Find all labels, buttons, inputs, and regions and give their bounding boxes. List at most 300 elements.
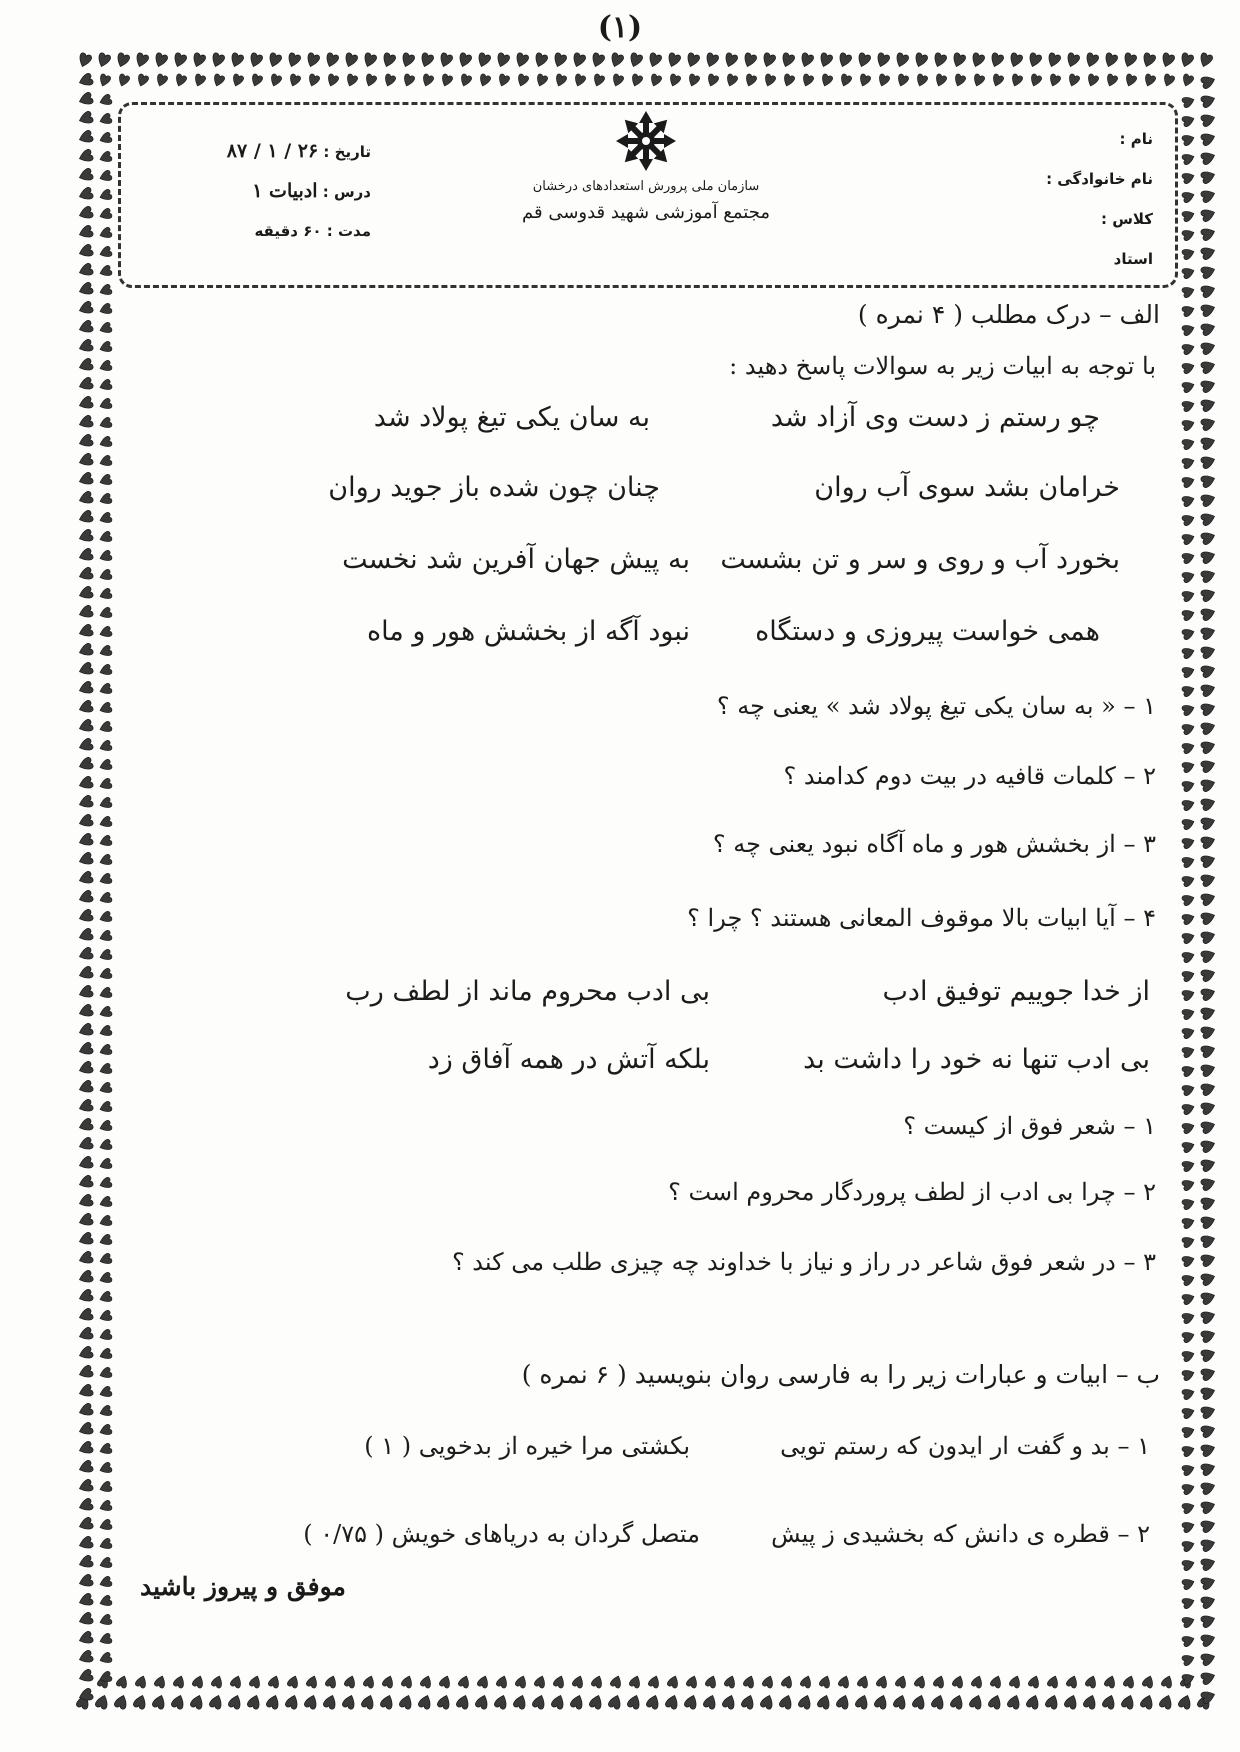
border-heart-icon xyxy=(684,1693,700,1709)
border-heart-icon xyxy=(1181,1178,1195,1192)
border-heart-icon xyxy=(212,73,226,87)
border-heart-icon xyxy=(77,491,93,507)
border-heart-icon xyxy=(1181,1520,1195,1534)
border-heart-icon xyxy=(876,1674,890,1688)
border-heart-icon xyxy=(704,52,720,68)
border-heart-icon xyxy=(286,52,302,68)
item-hemistich: ۲ – قطره ی دانش که بخشیدی ز پیش xyxy=(771,1520,1150,1548)
border-heart-icon xyxy=(401,1674,415,1688)
border-heart-icon xyxy=(77,643,93,659)
border-heart-icon xyxy=(1200,644,1216,660)
border-heart-icon xyxy=(1181,1634,1195,1648)
border-heart-icon xyxy=(77,320,93,336)
border-heart-icon xyxy=(649,73,663,87)
border-heart-icon xyxy=(762,1674,776,1688)
border-heart-icon xyxy=(724,1674,738,1688)
border-heart-icon xyxy=(98,626,112,640)
border-heart-icon xyxy=(98,816,112,830)
border-heart-icon xyxy=(1141,52,1157,68)
border-heart-icon xyxy=(77,548,93,564)
border-heart-icon xyxy=(77,301,93,317)
border-heart-icon xyxy=(1064,1693,1080,1709)
border-heart-icon xyxy=(799,52,815,68)
border-heart-icon xyxy=(1200,397,1216,413)
border-heart-icon xyxy=(400,52,416,68)
border-heart-icon xyxy=(155,73,169,87)
border-heart-icon xyxy=(741,1693,757,1709)
question: ۱ – « به سان یکی تیغ پولاد شد » یعنی چه ؟ xyxy=(716,692,1156,720)
border-heart-icon xyxy=(115,52,131,68)
border-heart-icon xyxy=(95,1693,111,1709)
border-heart-icon xyxy=(991,73,1005,87)
border-heart-icon xyxy=(77,1004,93,1020)
border-heart-icon xyxy=(592,73,606,87)
teacher-label: استاد xyxy=(1113,250,1153,268)
border-heart-icon xyxy=(77,833,93,849)
border-heart-icon xyxy=(1200,340,1216,356)
border-heart-icon xyxy=(98,474,112,488)
border-heart-icon xyxy=(1181,95,1195,109)
border-heart-icon xyxy=(570,1693,586,1709)
border-heart-icon xyxy=(77,1061,93,1077)
border-heart-icon xyxy=(494,1693,510,1709)
border-heart-icon xyxy=(1102,1693,1118,1709)
border-heart-icon xyxy=(1181,1197,1195,1211)
border-heart-icon xyxy=(420,1674,434,1688)
border-heart-icon xyxy=(77,1365,93,1381)
border-heart-icon xyxy=(1198,52,1214,68)
border-heart-icon xyxy=(269,73,283,87)
border-heart-icon xyxy=(98,1386,112,1400)
border-heart-icon xyxy=(98,284,112,298)
border-heart-icon xyxy=(1200,1214,1216,1230)
border-heart-icon xyxy=(98,1348,112,1362)
border-heart-icon xyxy=(1181,684,1195,698)
date-row xyxy=(131,131,371,171)
border-heart-icon xyxy=(77,1669,93,1685)
question: ۲ – چرا بی ادب از لطف پروردگار محروم است ؟ xyxy=(668,1178,1156,1206)
border-heart-icon xyxy=(98,151,112,165)
border-heart-icon xyxy=(874,1693,890,1709)
border-heart-icon xyxy=(98,227,112,241)
border-heart-icon xyxy=(1159,1693,1175,1709)
border-heart-icon xyxy=(98,113,112,127)
border-heart-icon xyxy=(915,73,929,87)
border-heart-icon xyxy=(1200,416,1216,432)
border-heart-icon xyxy=(77,567,93,583)
border-heart-icon xyxy=(554,73,568,87)
border-heart-icon xyxy=(77,282,93,298)
border-heart-icon xyxy=(77,681,93,697)
border-heart-icon xyxy=(98,493,112,507)
border-heart-icon xyxy=(323,1693,339,1709)
border-heart-icon xyxy=(77,1384,93,1400)
verse-hemistich: بخورد آب و روی و سر و تن بشست xyxy=(720,544,1120,575)
border-heart-icon xyxy=(646,1693,662,1709)
translation-item xyxy=(140,1520,1160,1570)
border-heart-icon xyxy=(763,73,777,87)
border-heart-icon xyxy=(305,52,321,68)
border-heart-icon xyxy=(1200,910,1216,926)
border-heart-icon xyxy=(98,531,112,545)
border-heart-icon xyxy=(402,73,416,87)
border-heart-icon xyxy=(1048,73,1062,87)
border-heart-icon xyxy=(1181,399,1195,413)
border-heart-icon xyxy=(628,52,644,68)
border-heart-icon xyxy=(174,73,188,87)
verse-row xyxy=(140,402,1160,452)
border-heart-icon xyxy=(77,1479,93,1495)
border-heart-icon xyxy=(421,73,435,87)
border-heart-icon xyxy=(573,73,587,87)
border-heart-icon xyxy=(1181,1045,1195,1059)
border-heart-icon xyxy=(98,759,112,773)
border-heart-icon xyxy=(950,1693,966,1709)
border-heart-icon xyxy=(77,1498,93,1514)
border-heart-icon xyxy=(1200,1119,1216,1135)
border-heart-icon xyxy=(1008,52,1024,68)
border-heart-icon xyxy=(1181,532,1195,546)
border-heart-icon xyxy=(267,52,283,68)
border-heart-icon xyxy=(1181,418,1195,432)
border-heart-icon xyxy=(611,73,625,87)
border-heart-icon xyxy=(820,73,834,87)
border-heart-icon xyxy=(114,1693,130,1709)
border-heart-icon xyxy=(345,73,359,87)
border-heart-icon xyxy=(231,73,245,87)
border-heart-icon xyxy=(266,1693,282,1709)
border-heart-icon xyxy=(591,1674,605,1688)
border-heart-icon xyxy=(551,1693,567,1709)
border-heart-icon xyxy=(1181,266,1195,280)
border-heart-icon xyxy=(77,1156,93,1172)
border-heart-icon xyxy=(77,871,93,887)
border-heart-icon xyxy=(1181,1140,1195,1154)
border-heart-icon xyxy=(77,985,93,1001)
verse-hemistich: خرامان بشد سوی آب روان xyxy=(814,472,1120,503)
border-heart-icon xyxy=(77,1194,93,1210)
border-heart-icon xyxy=(1181,361,1195,375)
border-heart-icon xyxy=(98,1006,112,1020)
border-heart-icon xyxy=(77,795,93,811)
border-heart-icon xyxy=(817,1693,833,1709)
border-heart-icon xyxy=(1200,739,1216,755)
border-heart-icon xyxy=(1181,513,1195,527)
border-heart-icon xyxy=(1200,1442,1216,1458)
border-heart-icon xyxy=(896,73,910,87)
border-heart-icon xyxy=(342,1693,358,1709)
border-heart-icon xyxy=(98,1500,112,1514)
border-heart-icon xyxy=(98,189,112,203)
border-heart-icon xyxy=(98,683,112,697)
border-heart-icon xyxy=(77,1631,93,1647)
border-heart-icon xyxy=(399,1693,415,1709)
border-heart-icon xyxy=(609,52,625,68)
border-heart-icon xyxy=(1027,52,1043,68)
border-heart-icon xyxy=(495,52,511,68)
border-heart-icon xyxy=(1181,1273,1195,1287)
border-heart-icon xyxy=(98,322,112,336)
border-heart-icon xyxy=(98,1443,112,1457)
border-heart-icon xyxy=(1200,112,1216,128)
verse-hemistich: همی خواست پیروزی و دستگاه xyxy=(755,616,1100,647)
border-heart-icon xyxy=(666,52,682,68)
question: ۳ – در شعر فوق شاعر در راز و نیاز با خداوند چه چیزی طلب می کند ؟ xyxy=(451,1248,1156,1276)
border-heart-icon xyxy=(77,453,93,469)
border-heart-icon xyxy=(98,1044,112,1058)
border-heart-icon xyxy=(77,434,93,450)
border-heart-icon xyxy=(1200,853,1216,869)
border-heart-icon xyxy=(589,1693,605,1709)
border-heart-icon xyxy=(706,73,720,87)
border-heart-icon xyxy=(98,1234,112,1248)
border-heart-icon xyxy=(760,1693,776,1709)
border-heart-icon xyxy=(77,415,93,431)
border-heart-icon xyxy=(1200,435,1216,451)
border-heart-icon xyxy=(1086,73,1100,87)
border-heart-icon xyxy=(1200,169,1216,185)
border-heart-icon xyxy=(77,244,93,260)
border-heart-icon xyxy=(1181,209,1195,223)
question: ۳ – از بخشش هور و ماه آگاه نبود یعنی چه ؟ xyxy=(712,830,1156,858)
border-heart-icon xyxy=(77,73,93,89)
border-heart-icon xyxy=(895,1674,909,1688)
border-heart-icon xyxy=(98,265,112,279)
border-heart-icon xyxy=(1200,1499,1216,1515)
border-heart-icon xyxy=(953,73,967,87)
border-heart-icon xyxy=(77,1536,93,1552)
border-heart-icon xyxy=(172,52,188,68)
border-heart-icon xyxy=(1200,473,1216,489)
border-heart-icon xyxy=(1181,551,1195,565)
border-heart-icon xyxy=(77,1118,93,1134)
border-heart-icon xyxy=(361,1693,377,1709)
border-heart-icon xyxy=(77,1042,93,1058)
border-heart-icon xyxy=(1200,1271,1216,1287)
border-heart-icon xyxy=(685,52,701,68)
border-heart-icon xyxy=(249,1674,263,1688)
border-heart-icon xyxy=(153,52,169,68)
border-heart-icon xyxy=(1200,1347,1216,1363)
border-heart-icon xyxy=(192,1674,206,1688)
border-heart-icon xyxy=(1181,1311,1195,1325)
border-heart-icon xyxy=(1181,817,1195,831)
border-heart-icon xyxy=(478,73,492,87)
duration-label: مدت : xyxy=(326,222,371,240)
border-heart-icon xyxy=(77,1023,93,1039)
border-heart-icon xyxy=(325,1674,339,1688)
border-heart-icon xyxy=(668,73,682,87)
border-heart-icon xyxy=(1181,1653,1195,1667)
border-heart-icon xyxy=(77,757,93,773)
duration-row xyxy=(131,211,371,251)
border-heart-icon xyxy=(1181,931,1195,945)
border-heart-icon xyxy=(1200,1195,1216,1211)
border-heart-icon xyxy=(1200,93,1216,109)
border-heart-icon xyxy=(1200,245,1216,261)
border-heart-icon xyxy=(1065,52,1081,68)
border-heart-icon xyxy=(98,1272,112,1286)
border-heart-icon xyxy=(1200,1309,1216,1325)
border-heart-icon xyxy=(77,187,93,203)
border-heart-icon xyxy=(77,358,93,374)
border-heart-icon xyxy=(98,1538,112,1552)
class-label: کلاس : xyxy=(1100,210,1153,228)
border-heart-icon xyxy=(1181,912,1195,926)
border-heart-icon xyxy=(1181,228,1195,242)
question: ۴ – آیا ابیات بالا موقوف المعانی هستند ؟ چرا ؟ xyxy=(687,904,1156,932)
border-heart-icon xyxy=(1200,1537,1216,1553)
border-heart-icon xyxy=(1181,1254,1195,1268)
border-heart-icon xyxy=(98,987,112,1001)
border-heart-icon xyxy=(98,873,112,887)
border-heart-icon xyxy=(553,1674,567,1688)
border-heart-icon xyxy=(893,1693,909,1709)
border-heart-icon xyxy=(1181,1121,1195,1135)
border-heart-icon xyxy=(1181,646,1195,660)
border-heart-icon xyxy=(1200,1252,1216,1268)
border-heart-icon xyxy=(1046,52,1062,68)
border-heart-icon xyxy=(459,73,473,87)
border-heart-icon xyxy=(1121,1693,1137,1709)
border-heart-icon xyxy=(1181,798,1195,812)
border-heart-icon xyxy=(1084,52,1100,68)
border-heart-icon xyxy=(383,73,397,87)
border-heart-icon xyxy=(972,73,986,87)
border-heart-icon xyxy=(1181,494,1195,508)
border-heart-icon xyxy=(836,1693,852,1709)
border-heart-icon xyxy=(913,52,929,68)
border-heart-icon xyxy=(306,1674,320,1688)
border-heart-icon xyxy=(1181,1577,1195,1591)
border-heart-icon xyxy=(77,719,93,735)
border-heart-icon xyxy=(647,52,663,68)
border-heart-icon xyxy=(1181,1216,1195,1230)
border-heart-icon xyxy=(98,1177,112,1191)
border-heart-icon xyxy=(173,1674,187,1688)
verse-hemistich: به پیش جهان آفرین شد نخست xyxy=(342,544,690,575)
student-fields xyxy=(1046,119,1153,279)
border-heart-icon xyxy=(440,73,454,87)
border-heart-icon xyxy=(1140,1693,1156,1709)
border-heart-icon xyxy=(98,132,112,146)
border-heart-icon xyxy=(77,396,93,412)
border-heart-icon xyxy=(98,892,112,906)
section-a-title: الف – درک مطلب ( ۴ نمره ) xyxy=(857,300,1160,329)
border-heart-icon xyxy=(1181,779,1195,793)
verse-hemistich: چنان چون شده باز جوید روان xyxy=(328,472,660,503)
border-heart-icon xyxy=(515,1674,529,1688)
item-hemistich: بکشتی مرا خیره از بدخویی ( ۱ ) xyxy=(364,1432,690,1460)
border-heart-icon xyxy=(532,1693,548,1709)
border-heart-icon xyxy=(1200,1651,1216,1667)
border-heart-icon xyxy=(969,1693,985,1709)
border-heart-icon xyxy=(894,52,910,68)
border-heart-icon xyxy=(77,605,93,621)
border-heart-icon xyxy=(1181,304,1195,318)
border-heart-icon xyxy=(1085,1674,1099,1688)
border-heart-icon xyxy=(800,1674,814,1688)
date-value: ۲۶ / ۱ / ۸۷ xyxy=(226,140,319,162)
border-heart-icon xyxy=(1161,1674,1175,1688)
border-heart-icon xyxy=(781,1674,795,1688)
border-heart-icon xyxy=(98,1633,112,1647)
border-heart-icon xyxy=(1181,1501,1195,1515)
border-heart-icon xyxy=(77,1251,93,1267)
border-heart-icon xyxy=(1200,511,1216,527)
border-heart-icon xyxy=(1007,1693,1023,1709)
border-heart-icon xyxy=(287,1674,301,1688)
border-heart-icon xyxy=(725,73,739,87)
border-heart-icon xyxy=(761,52,777,68)
border-heart-icon xyxy=(364,73,378,87)
border-heart-icon xyxy=(1104,1674,1118,1688)
border-heart-icon xyxy=(458,1674,472,1688)
border-heart-icon xyxy=(629,1674,643,1688)
border-heart-icon xyxy=(1200,302,1216,318)
border-heart-icon xyxy=(98,1367,112,1381)
border-heart-icon xyxy=(1200,530,1216,546)
border-heart-icon xyxy=(438,52,454,68)
section-a-instruction: با توجه به ابیات زیر به سوالات پاسخ دهید : xyxy=(729,352,1156,380)
border-heart-icon xyxy=(1200,625,1216,641)
border-heart-icon xyxy=(989,52,1005,68)
border-heart-icon xyxy=(1200,1594,1216,1610)
border-heart-icon xyxy=(380,1693,396,1709)
exam-meta xyxy=(131,131,371,251)
border-heart-icon xyxy=(1181,1007,1195,1021)
page-number: (۱) xyxy=(597,10,643,45)
border-heart-icon xyxy=(687,73,701,87)
border-heart-icon xyxy=(211,1674,225,1688)
border-heart-icon xyxy=(1181,703,1195,717)
border-heart-icon xyxy=(1200,1404,1216,1420)
border-heart-icon xyxy=(1123,1674,1137,1688)
border-heart-icon xyxy=(77,1574,93,1590)
border-heart-icon xyxy=(839,73,853,87)
border-heart-icon xyxy=(77,1327,93,1343)
border-heart-icon xyxy=(1200,1062,1216,1078)
border-heart-icon xyxy=(98,645,112,659)
border-heart-icon xyxy=(1009,1674,1023,1688)
border-heart-icon xyxy=(98,550,112,564)
border-heart-icon xyxy=(98,949,112,963)
border-heart-icon xyxy=(1200,587,1216,603)
border-heart-icon xyxy=(1200,929,1216,945)
border-heart-icon xyxy=(970,52,986,68)
border-heart-icon xyxy=(1181,1596,1195,1610)
border-heart-icon xyxy=(1200,264,1216,280)
border-heart-icon xyxy=(1200,150,1216,166)
border-heart-icon xyxy=(610,1674,624,1688)
border-heart-icon xyxy=(1181,665,1195,679)
border-heart-icon xyxy=(1200,1385,1216,1401)
border-heart-icon xyxy=(1200,492,1216,508)
border-heart-icon xyxy=(77,624,93,640)
border-heart-icon xyxy=(1067,73,1081,87)
border-heart-icon xyxy=(98,607,112,621)
border-heart-icon xyxy=(1200,1518,1216,1534)
border-heart-icon xyxy=(705,1674,719,1688)
border-heart-icon xyxy=(77,529,93,545)
border-heart-icon xyxy=(1181,1444,1195,1458)
border-heart-icon xyxy=(98,930,112,944)
border-heart-icon xyxy=(1162,73,1176,87)
border-heart-icon xyxy=(1181,1425,1195,1439)
border-heart-icon xyxy=(344,1674,358,1688)
border-heart-icon xyxy=(1028,1674,1042,1688)
border-heart-icon xyxy=(535,73,549,87)
